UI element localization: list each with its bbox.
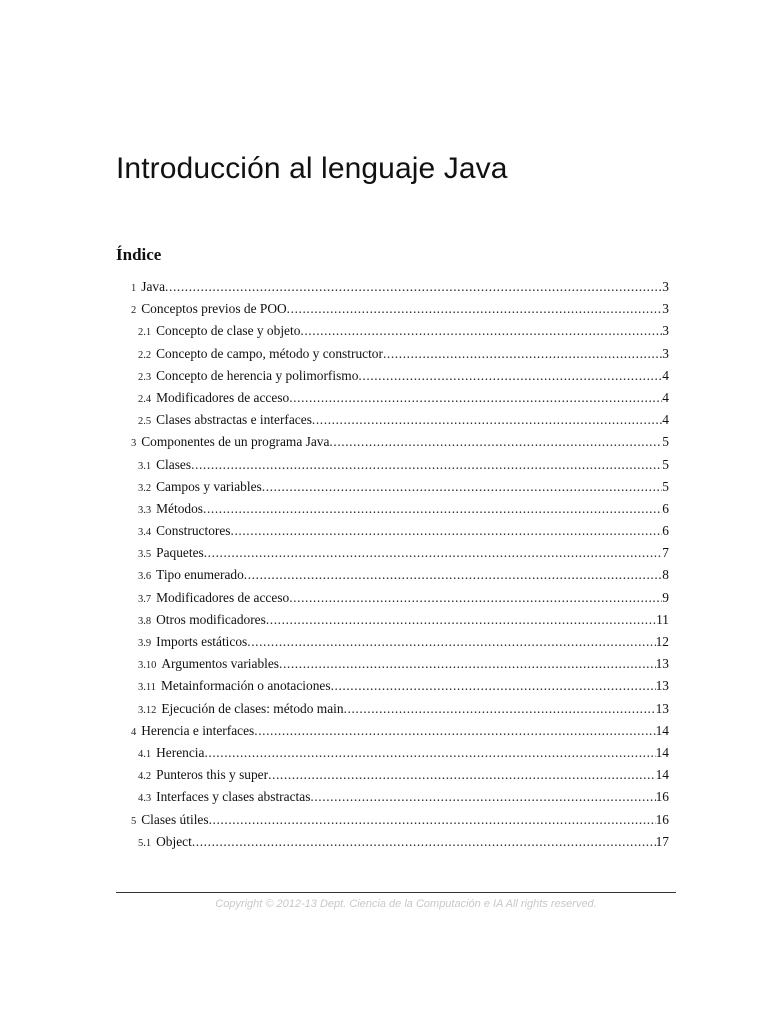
toc-dot-leader (383, 343, 662, 365)
toc-dot-leader (300, 320, 662, 342)
toc-entry-number: 3.11 (138, 682, 156, 694)
toc-entry-title: Imports estáticos (156, 634, 248, 649)
toc-entry[interactable] (0, 520, 768, 542)
toc-entry-title: Java (141, 279, 166, 294)
toc-entry-page: 9 (662, 589, 669, 605)
toc-entry-title: Constructores (156, 523, 231, 539)
toc-entry-number: 3.1 (138, 460, 152, 472)
toc-entry-title: Tipo enumerado (156, 567, 244, 583)
toc-entry-page: 3 (662, 279, 669, 294)
toc-heading: Índice (116, 245, 162, 264)
toc-dot-leader (331, 675, 656, 697)
table-of-contents (0, 276, 768, 853)
toc-dot-leader (204, 742, 655, 764)
toc-entry[interactable] (0, 542, 768, 564)
toc-entry-page: 13 (655, 656, 669, 672)
toc-dot-leader (310, 786, 655, 808)
toc-entry[interactable] (0, 320, 768, 342)
toc-entry[interactable] (0, 675, 768, 697)
toc-entry-number: 4.3 (138, 793, 152, 805)
toc-entry-title: Ejecución de clases: método main (161, 700, 344, 716)
toc-entry-title: Concepto de campo, método y constructor (156, 345, 383, 361)
toc-dot-leader (289, 587, 662, 609)
toc-entry-page: 5 (662, 434, 669, 450)
toc-dot-leader (268, 764, 656, 786)
toc-entry-number: 1 (131, 283, 137, 294)
toc-entry-page: 17 (655, 833, 669, 849)
toc-entry-page: 7 (662, 545, 669, 561)
toc-entry[interactable] (0, 609, 768, 631)
toc-entry-title: Componentes de un programa Java (141, 434, 330, 450)
toc-entry-number: 2.1 (138, 327, 152, 339)
toc-entry-page: 13 (655, 678, 669, 694)
toc-entry-number: 2.4 (138, 393, 152, 405)
toc-entry[interactable] (0, 653, 768, 675)
toc-entry[interactable] (0, 387, 768, 409)
toc-dot-leader (254, 720, 655, 742)
toc-entry-title: Conceptos previos de POO (141, 301, 287, 317)
toc-dot-leader (266, 609, 656, 631)
toc-entry-page: 5 (662, 478, 669, 494)
toc-dot-leader (262, 476, 663, 498)
toc-dot-leader (209, 809, 656, 831)
toc-entry-page: 3 (662, 345, 669, 361)
toc-entry-title: Modificadores de acceso (156, 589, 290, 605)
toc-entry-page: 5 (662, 456, 669, 472)
toc-entry[interactable] (0, 454, 768, 476)
toc-dot-leader (329, 431, 662, 453)
toc-dot-leader (279, 653, 656, 675)
toc-dot-leader (344, 698, 656, 720)
toc-dot-leader (192, 831, 656, 853)
toc-entry-title: Herencia (156, 744, 205, 760)
toc-entry-title: Object (156, 833, 192, 849)
toc-entry-number: 5 (131, 815, 137, 827)
toc-entry-page: 11 (656, 611, 669, 627)
toc-entry[interactable] (0, 809, 768, 831)
toc-entry-page: 3 (662, 323, 669, 339)
toc-entry-page: 13 (655, 700, 669, 716)
toc-entry-title: Otros modificadores (156, 611, 266, 627)
toc-entry-title: Argumentos variables (161, 656, 280, 672)
toc-dot-leader (165, 276, 662, 298)
toc-entry-number: 2.2 (138, 349, 152, 361)
toc-entry-number: 3.4 (138, 527, 152, 539)
toc-entry-page: 14 (655, 744, 669, 760)
toc-entry-title: Concepto de herencia y polimorfismo (156, 367, 359, 383)
toc-entry-title: Paquetes (156, 545, 204, 561)
toc-entry-number: 3.12 (138, 704, 157, 716)
toc-entry-number: 2.5 (138, 416, 152, 428)
toc-dot-leader (191, 454, 662, 476)
toc-entry-page: 14 (655, 722, 669, 738)
toc-entry-number: 3.7 (138, 593, 152, 605)
toc-entry-page: 3 (662, 301, 669, 317)
toc-entry-number: 3.2 (138, 482, 152, 494)
footer-copyright: Copyright © 2012-13 Dept. Ciencia de la Computación e IA All rights reserved. (215, 898, 597, 910)
toc-entry-title: Interfaces y clases abstractas (156, 789, 311, 805)
toc-entry[interactable] (0, 276, 768, 298)
document-title: Introducción al lenguaje Java (116, 152, 508, 185)
toc-entry-number: 2 (131, 305, 137, 317)
toc-entry-number: 3.3 (138, 504, 152, 516)
toc-entry-page: 16 (655, 789, 669, 805)
toc-entry[interactable] (0, 343, 768, 365)
toc-entry-title: Clases (156, 456, 192, 472)
toc-entry[interactable] (0, 409, 768, 431)
toc-entry-page: 4 (662, 367, 669, 383)
toc-entry-title: Concepto de clase y objeto (156, 323, 301, 339)
toc-entry-page: 14 (655, 767, 669, 783)
toc-entry-title: Herencia e interfaces (141, 722, 255, 738)
toc-dot-leader (244, 564, 663, 586)
toc-dot-leader (289, 387, 662, 409)
toc-entry-title: Modificadores de acceso (156, 389, 290, 405)
toc-entry-page: 12 (655, 634, 669, 649)
toc-entry-number: 3.8 (138, 615, 152, 627)
toc-entry-title: Metainformación o anotaciones (161, 678, 331, 694)
toc-entry-number: 3.5 (138, 549, 152, 561)
toc-entry-title: Métodos (156, 500, 203, 516)
toc-entry[interactable] (0, 564, 768, 586)
toc-entry[interactable] (0, 742, 768, 764)
toc-entry-number: 3.10 (138, 660, 157, 672)
toc-entry-number: 4.2 (138, 771, 152, 783)
toc-entry-page: 6 (662, 523, 669, 539)
toc-dot-leader (203, 498, 662, 520)
toc-entry[interactable] (0, 764, 768, 786)
toc-entry-page: 16 (655, 811, 669, 827)
toc-entry[interactable] (0, 831, 768, 853)
toc-entry[interactable] (0, 298, 768, 320)
toc-dot-leader (231, 520, 663, 542)
toc-entry-title: Clases abstractas e interfaces (156, 412, 312, 428)
footer-divider (116, 892, 676, 893)
toc-entry-title: Punteros this y super (156, 767, 269, 783)
toc-dot-leader (204, 542, 663, 564)
toc-entry[interactable] (0, 587, 768, 609)
toc-entry-page: 8 (662, 567, 669, 583)
toc-entry[interactable] (0, 365, 768, 387)
toc-entry-number: 3 (131, 438, 137, 450)
toc-dot-leader (247, 631, 655, 653)
toc-dot-leader (358, 365, 662, 387)
toc-entry-page: 4 (662, 389, 669, 405)
toc-entry-number: 3.9 (138, 638, 152, 649)
toc-entry-number: 4.1 (138, 748, 152, 760)
toc-entry[interactable] (0, 476, 768, 498)
toc-entry[interactable] (0, 786, 768, 808)
toc-entry-page: 4 (662, 412, 669, 428)
toc-entry-number: 3.6 (138, 571, 152, 583)
toc-entry[interactable] (0, 698, 768, 720)
toc-entry-title: Clases útiles (141, 811, 209, 827)
toc-entry[interactable] (0, 431, 768, 453)
toc-entry-number: 5.1 (138, 837, 152, 849)
toc-entry[interactable] (0, 720, 768, 742)
toc-entry-title: Campos y variables (156, 478, 262, 494)
toc-entry-number: 4 (131, 726, 137, 738)
toc-entry[interactable] (0, 631, 768, 653)
toc-dot-leader (312, 409, 662, 431)
toc-dot-leader (287, 298, 663, 320)
toc-entry-number: 2.3 (138, 371, 152, 383)
toc-entry-page: 6 (662, 500, 669, 516)
toc-entry[interactable] (0, 498, 768, 520)
